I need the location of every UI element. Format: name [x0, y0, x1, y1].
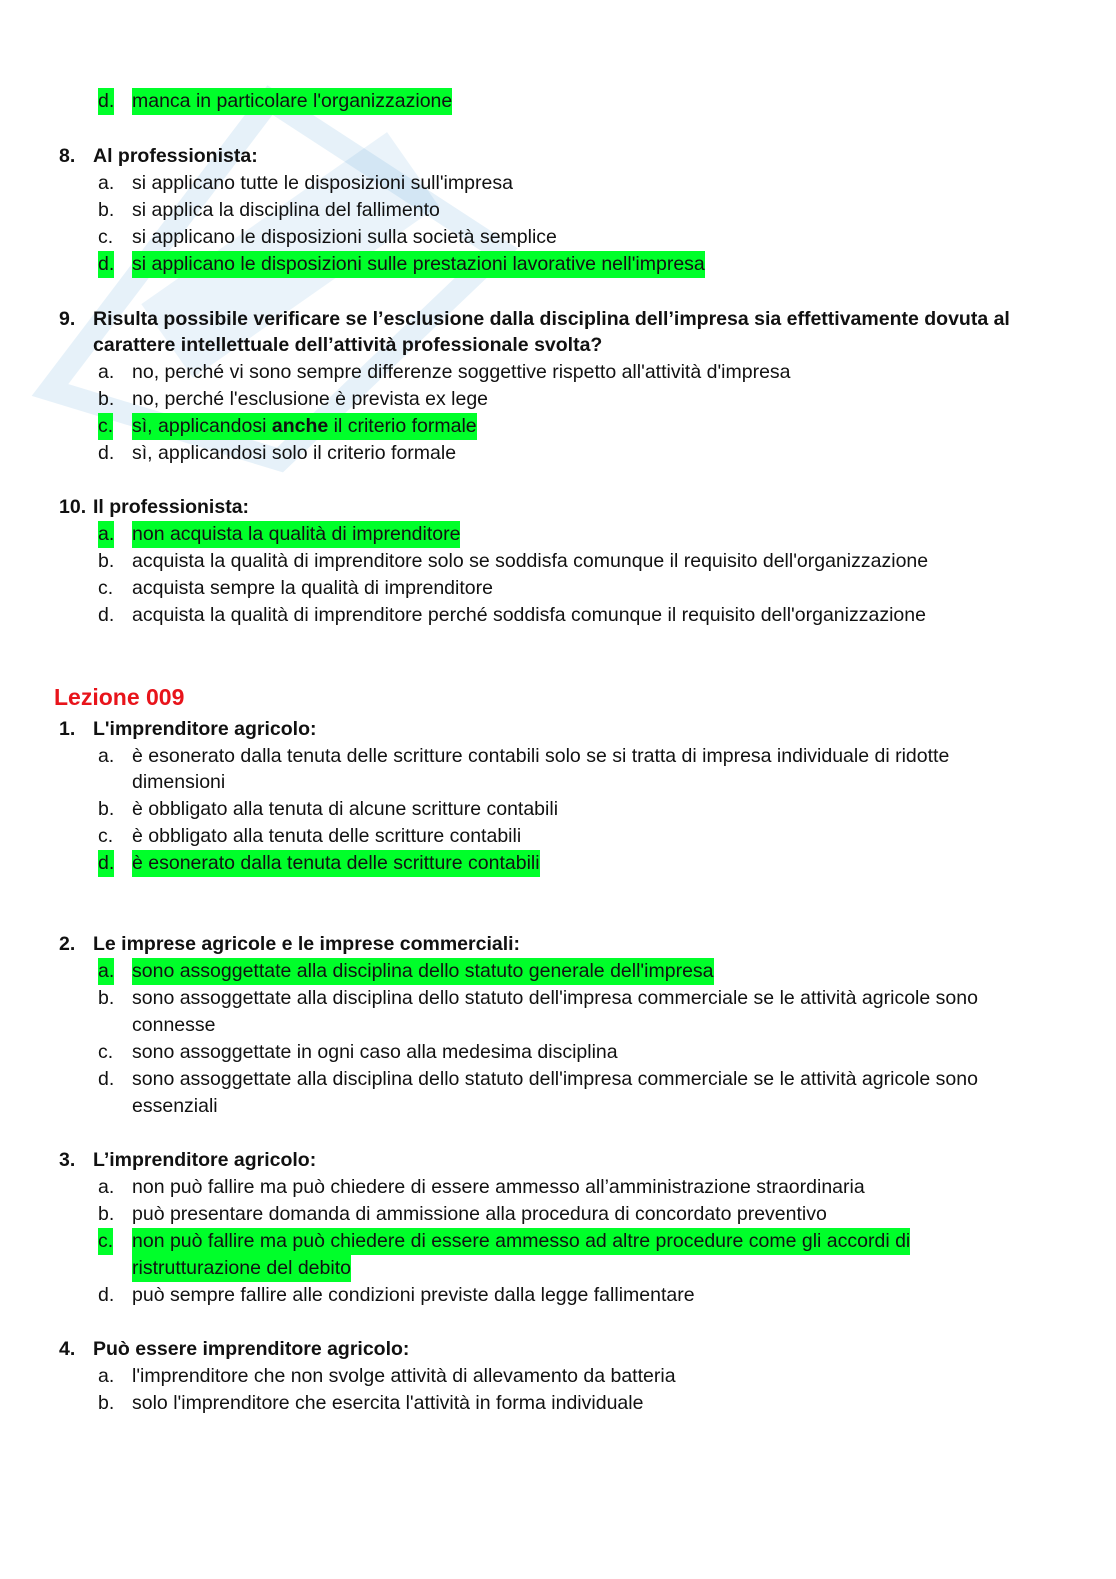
option-text: manca in particolare l'organizzazione — [132, 88, 452, 115]
option-text: non può fallire ma può chiedere di essere ammesso ad altre procedure come gli accordi di — [132, 1228, 910, 1255]
option-text: può sempre fallire alle condizioni previste dalla legge fallimentare — [132, 1284, 695, 1306]
option-letter: d. — [98, 850, 114, 877]
option-letter: c. — [98, 1228, 113, 1255]
option-letter: a. — [98, 1365, 115, 1387]
option-text: solo l'imprenditore che esercita l'attività in forma individuale — [132, 1392, 644, 1414]
option-letter: a. — [98, 361, 115, 383]
option-text: sono assoggettate alla disciplina dello statuto generale dell'impresa — [132, 958, 714, 985]
option-text: è obbligato alla tenuta di alcune scritture contabili — [132, 798, 559, 820]
option-letter: d. — [98, 442, 115, 464]
option-text: ristrutturazione del debito — [132, 1255, 351, 1282]
option-text: si applicano le disposizioni sulla società semplice — [132, 226, 557, 248]
option-letter: b. — [98, 798, 115, 820]
question-number: 3. — [59, 1149, 76, 1171]
option-text-pre: sì, applicandosi — [132, 415, 272, 437]
option-text: è esonerato dalla tenuta delle scritture contabili — [132, 850, 540, 877]
option-letter: d. — [98, 1284, 115, 1306]
option-letter: b. — [98, 1203, 115, 1225]
option-letter: a. — [98, 172, 115, 194]
option-text: no, perché vi sono sempre differenze soggettive rispetto all'attività d'impresa — [132, 361, 791, 383]
question-text: carattere intellettuale dell’attività professionale svolta? — [93, 334, 603, 356]
option-letter: b. — [98, 987, 115, 1009]
option-text: connesse — [132, 1014, 216, 1036]
option-letter: b. — [98, 550, 115, 572]
option-text-post: il criterio formale — [328, 415, 477, 437]
option-text: no, perché l'esclusione è prevista ex lege — [132, 388, 489, 410]
option-text: acquista la qualità di imprenditore solo se soddisfa comunque il requisito dell'organizzazione — [132, 550, 929, 572]
question-number: 1. — [59, 718, 76, 740]
option-text-emphasis: anche — [271, 415, 329, 437]
question-text: Il professionista: — [93, 496, 250, 518]
question-text: L'imprenditore agricolo: — [93, 718, 317, 740]
question-text: Risulta possibile verificare se l’esclusione dalla disciplina dell’impresa sia effettivamente dovuta al — [93, 308, 1010, 330]
question-number: 8. — [59, 145, 76, 167]
option-letter: a. — [98, 521, 114, 548]
option-letter: a. — [98, 958, 114, 985]
question-text: Può essere imprenditore agricolo: — [93, 1338, 410, 1360]
option-text: si applica la disciplina del fallimento — [132, 199, 440, 221]
question-text: Al professionista: — [93, 145, 258, 167]
option-text: l'imprenditore che non svolge attività di allevamento da batteria — [132, 1365, 676, 1387]
option-text: è obbligato alla tenuta delle scritture contabili — [132, 825, 522, 847]
option-text: acquista sempre la qualità di imprenditore — [132, 577, 493, 599]
question-number: 4. — [59, 1338, 76, 1360]
option-text: sono assoggettate alla disciplina dello statuto dell'impresa commerciale se le attività agricole sono — [132, 987, 978, 1009]
option-text: si applicano le disposizioni sulle prestazioni lavorative nell'impresa — [132, 251, 705, 278]
option-text: acquista la qualità di imprenditore perché soddisfa comunque il requisito dell'organizzazione — [132, 604, 926, 626]
option-text: essenziali — [132, 1095, 218, 1117]
option-text: sono assoggettate in ogni caso alla medesima disciplina — [132, 1041, 618, 1063]
option-text: sono assoggettate alla disciplina dello statuto dell'impresa commerciale se le attività agricole sono — [132, 1068, 978, 1090]
option-text: non acquista la qualità di imprenditore — [132, 521, 460, 548]
option-letter: c. — [98, 825, 114, 847]
option-letter: b. — [98, 388, 115, 410]
option-letter: c. — [98, 226, 114, 248]
option-text — [132, 413, 477, 440]
option-letter: c. — [98, 1041, 114, 1063]
option-letter: b. — [98, 1392, 115, 1414]
option-letter: b. — [98, 199, 115, 221]
option-letter: a. — [98, 1176, 115, 1198]
option-letter: c. — [98, 413, 113, 440]
question-number: 9. — [59, 308, 76, 330]
option-text: può presentare domanda di ammissione alla procedura di concordato preventivo — [132, 1203, 827, 1225]
question-text: L’imprenditore agricolo: — [93, 1149, 317, 1171]
option-letter: a. — [98, 745, 115, 767]
option-letter: d. — [98, 604, 115, 626]
option-letter: d. — [98, 88, 114, 115]
option-text: si applicano tutte le disposizioni sull'impresa — [132, 172, 513, 194]
question-text: Le imprese agricole e le imprese commerciali: — [93, 933, 521, 955]
option-text: è esonerato dalla tenuta delle scritture contabili solo se si tratta di impresa individuale di ridotte — [132, 745, 950, 767]
question-number: 10. — [59, 496, 87, 518]
option-letter: c. — [98, 577, 114, 599]
option-letter: d. — [98, 1068, 115, 1090]
option-letter: d. — [98, 251, 114, 278]
option-text: dimensioni — [132, 771, 226, 793]
question-number: 2. — [59, 933, 76, 955]
lesson-title: Lezione 009 — [54, 684, 185, 710]
option-text: sì, applicandosi solo il criterio formale — [132, 442, 457, 464]
option-text: non può fallire ma può chiedere di essere ammesso all’amministrazione straordinaria — [132, 1176, 865, 1198]
